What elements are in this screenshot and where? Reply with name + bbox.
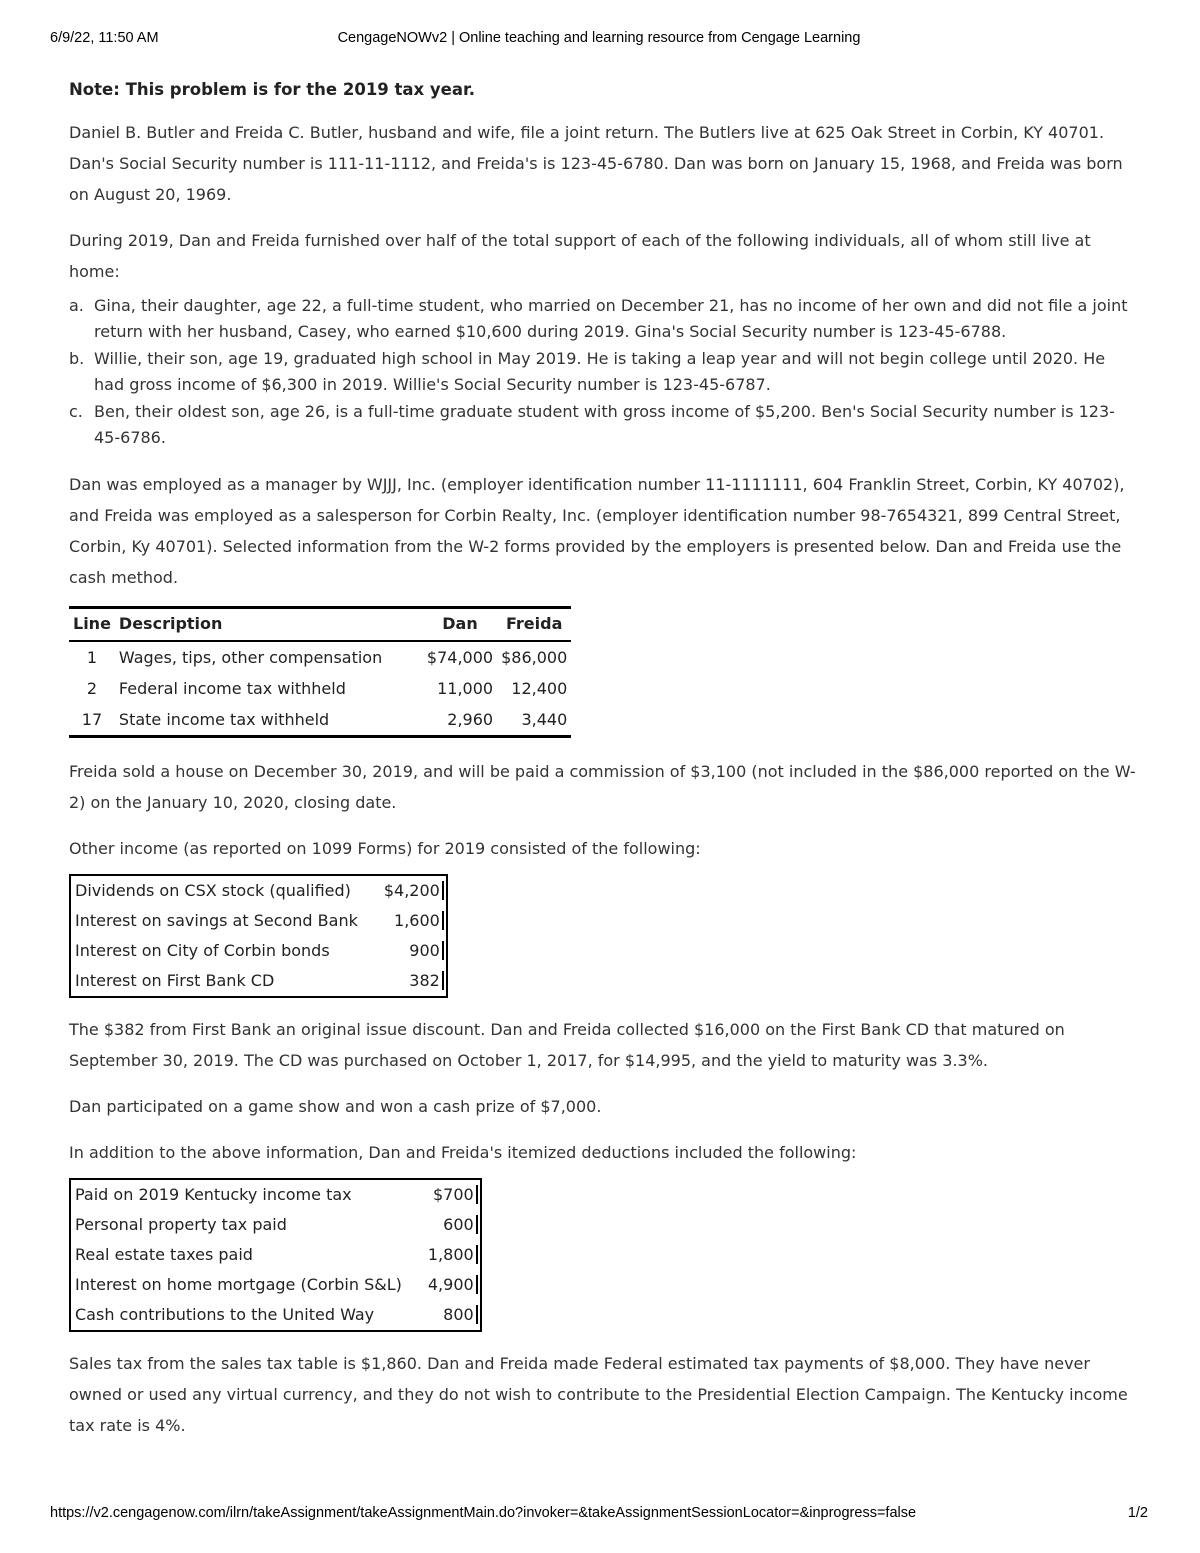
column-header: Line [69,608,115,642]
page-title: CengageNOWv2 | Online teaching and learning resource from Cengage Learning [337,30,861,46]
table-row [70,1210,481,1240]
income-label: Interest on City of Corbin bonds [75,941,330,960]
table-row [69,704,571,737]
deductions-table [69,1178,482,1332]
deduction-amount: $700 [433,1185,478,1204]
line-number: 1 [86,647,98,667]
table-row [69,673,571,704]
game-show-paragraph: Dan participated on a game show and won a cash prize of $7,000. [69,1097,602,1116]
deduction-amount: 1,800 [428,1245,478,1264]
employment-paragraph: Dan was employed as a manager by WJJJ, Inc. (employer identification number 11-1111111, 604 Franklin Street, Corbin, KY 40702), and Freida was employed as a salesperson for Corbin Realty, Inc. (employer identification number 98-7654321, 899 Central Street, Corbin, Ky 40701). Selected information from the W-2 forms provided by the employers is presented below. Dan and Freida use the cash method. [69,475,1125,587]
intro-paragraph: Daniel B. Butler and Freida C. Butler, husband and wife, file a joint return. The Butlers live at 625 Oak Street in Corbin, KY 40701. Dan's Social Security number is 111-11-1112, and Freida's is 123-45-6780. Dan was born on January 15, 1968, and Freida was born on August 20, 1969. [69,123,1123,204]
commission-paragraph: Freida sold a house on December 30, 2019, and will be paid a commission of $3,100 (not included in the $86,000 reported on the W-2) on the January 10, 2020, closing date. [69,762,1136,812]
column-header: Description [115,608,423,642]
column-header: Freida [497,608,571,642]
freida-amount: $86,000 [501,647,568,667]
print-header [50,30,1148,46]
line-number: 2 [86,678,98,698]
freida-amount: 12,400 [511,678,568,698]
table-row [70,966,447,997]
income-label: Interest on First Bank CD [75,971,275,990]
column-header: Dan [423,608,497,642]
income-amount: 382 [409,971,444,990]
print-datetime: 6/9/22, 11:50 AM [50,30,159,46]
tax-year-note: Note: This problem is for the 2019 tax year. [69,80,476,99]
income-amount: 900 [409,941,444,960]
income-label: Dividends on CSX stock (qualified) [75,881,351,900]
list-marker: b. [69,349,85,368]
list-item [69,346,1139,398]
table-row [69,641,571,673]
income-amount: 1,600 [394,911,444,930]
table-row [70,875,447,906]
list-marker: c. [69,402,83,421]
deductions-intro: In addition to the above information, Dan and Freida's itemized deductions included the following: [69,1143,857,1162]
line-description: Federal income tax withheld [118,678,346,698]
table-row [70,1240,481,1270]
table-header-row [69,608,571,642]
page-url-link[interactable]: https://v2.cengagenow.com/ilrn/takeAssignment/takeAssignmentMain.do?invoker=&takeAssignmentSessionLocator=&inprogress=false [50,1505,917,1521]
deduction-label: Real estate taxes paid [75,1245,253,1264]
support-paragraph: During 2019, Dan and Freida furnished over half of the total support of each of the following individuals, all of whom still live at home: [69,231,1091,281]
list-marker: a. [69,296,84,315]
oid-paragraph: The $382 from First Bank an original issue discount. Dan and Freida collected $16,000 on the First Bank CD that matured on September 30, 2019. The CD was purchased on October 1, 2017, for $14,995, and the yield to maturity was 3.3%. [69,1020,1065,1070]
closing-paragraph: Sales tax from the sales tax table is $1,860. Dan and Freida made Federal estimated tax payments of $8,000. They have never owned or used any virtual currency, and they do not wish to contribute to the Presidential Election Campaign. The Kentucky income tax rate is 4%. [69,1354,1128,1435]
income-label: Interest on savings at Second Bank [75,911,358,930]
dependents-list [69,293,1139,451]
deduction-amount: 4,900 [428,1275,478,1294]
table-row [70,1179,481,1210]
page-number: 1/2 [1127,1505,1148,1521]
table-row [70,906,447,936]
deduction-label: Interest on home mortgage (Corbin S&L) [75,1275,402,1294]
deduction-label: Cash contributions to the United Way [75,1305,375,1324]
list-item [69,293,1139,345]
freida-amount: 3,440 [521,709,568,729]
deduction-label: Personal property tax paid [75,1215,287,1234]
dan-amount: $74,000 [426,647,494,667]
list-item-text: Willie, their son, age 19, graduated high school in May 2019. He is taking a leap year and will not begin college until 2020. He had gross income of $6,300 in 2019. Willie's Social Security number is 123-45-6787. [94,349,1106,394]
print-footer [50,1505,1148,1521]
list-item [69,399,1139,451]
other-income-table [69,874,448,998]
line-description: State income tax withheld [118,709,330,729]
problem-content [69,80,1139,1456]
line-number: 17 [81,709,103,729]
deduction-label: Paid on 2019 Kentucky income tax [75,1185,352,1204]
table-row [70,936,447,966]
table-row [70,1300,481,1331]
table-row [70,1270,481,1300]
w2-table [69,606,571,738]
deduction-amount: 600 [443,1215,478,1234]
income-amount: $4,200 [384,881,444,900]
list-item-text: Ben, their oldest son, age 26, is a full-time graduate student with gross income of $5,200. Ben's Social Security number is 123-45-6786. [94,402,1115,447]
line-description: Wages, tips, other compensation [118,647,383,667]
deduction-amount: 800 [443,1305,478,1324]
other-income-intro: Other income (as reported on 1099 Forms) for 2019 consisted of the following: [69,839,701,858]
list-item-text: Gina, their daughter, age 22, a full-time student, who married on December 21, has no income of her own and did not file a joint return with her husband, Casey, who earned $10,600 during 2019. Gina's Social Security number is 123-45-6788. [94,296,1128,341]
dan-amount: 11,000 [437,678,494,698]
dan-amount: 2,960 [447,709,494,729]
